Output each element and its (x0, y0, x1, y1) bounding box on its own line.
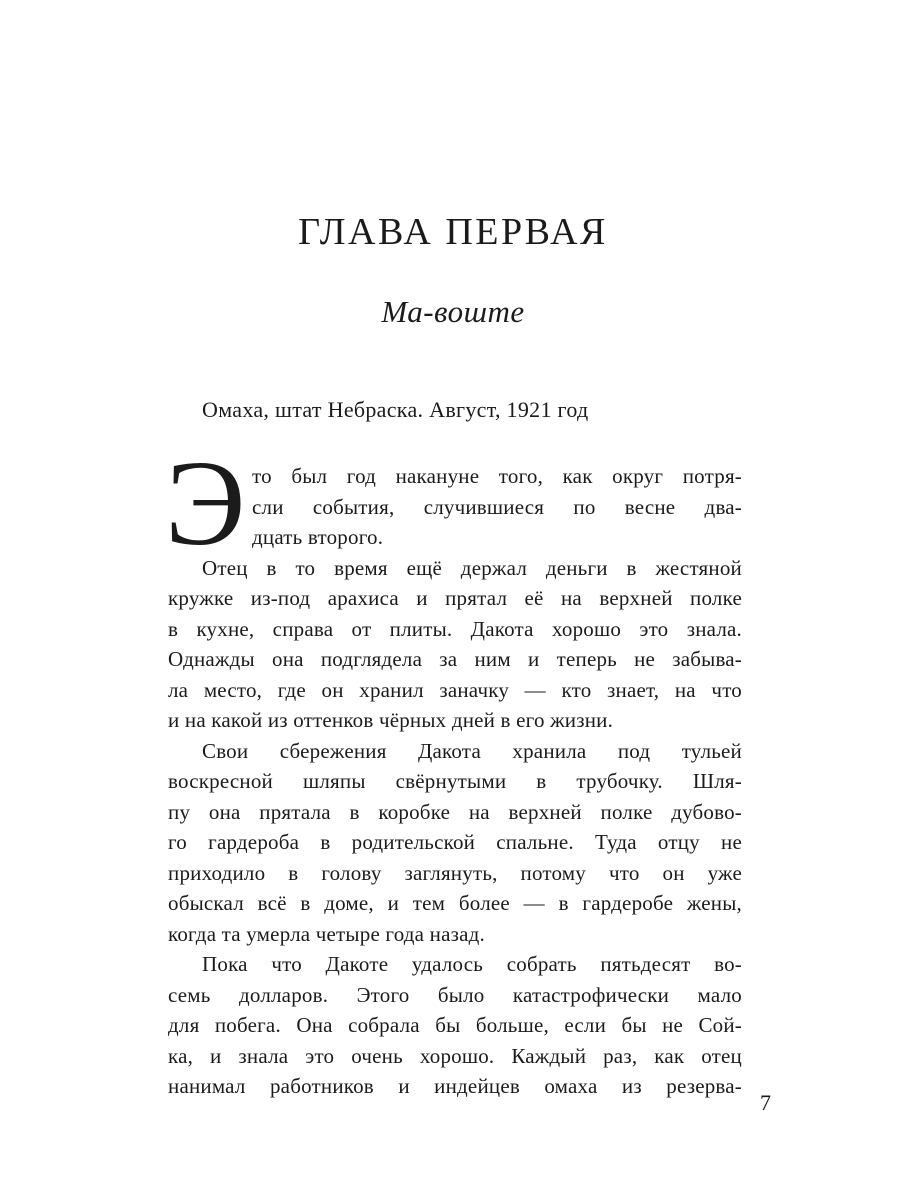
dateline: Омаха, штат Небраска. Август, 1921 год (202, 397, 589, 422)
text-line: Свои сбережения Дакота хранила под тульей (202, 738, 742, 763)
chapter-title: ГЛАВА ПЕРВАЯ (298, 211, 608, 253)
drop-cap: Э (165, 436, 246, 571)
text-line: когда та умерла четыре года назад. (168, 921, 485, 946)
text-line: то был год накануне того, как округ потря- (252, 464, 742, 488)
text-line: нанимал работников и индейцев омаха из резерва- (168, 1074, 742, 1098)
body-text (165, 436, 742, 1102)
text-line: и на какой из оттенков чёрных дней в его жизни. (168, 708, 614, 732)
page-number: 7 (760, 1090, 771, 1115)
paragraph (168, 949, 742, 1102)
text-line: приходило в голову заглянуть, потому что он уже (168, 860, 742, 885)
text-line: семь долларов. Этого было катастрофически мало (168, 982, 742, 1007)
chapter-subtitle: Ма-воште (381, 294, 525, 329)
text-line: для побега. Она собрала бы больше, если бы не Сой- (168, 1013, 742, 1037)
text-line: в кухне, справа от плиты. Дакота хорошо это знала. (168, 616, 742, 641)
text-line: воскресной шляпы свёрнутыми в трубочку. Шля- (168, 769, 742, 793)
text-line: дцать второго. (252, 525, 384, 549)
text-line: Пока что Дакоте удалось собрать пятьдесят во- (202, 952, 742, 976)
text-line: сли события, случившиеся по весне два- (252, 494, 742, 519)
text-line: обыскал всё в доме, и тем более — в гардеробе жены, (168, 891, 742, 915)
text-line: ка, и знала это очень хорошо. Каждый раз, как отец (168, 1043, 742, 1068)
paragraph (168, 553, 742, 736)
text-line: го гардероба в родительской спальне. Туда отцу не (168, 830, 742, 854)
text-line: Однажды она подглядела за ним и теперь не забыва- (168, 647, 742, 671)
text-line: Отец в то время ещё держал деньги в жестяной (202, 555, 742, 580)
paragraph (168, 736, 742, 950)
text-line: ла место, где он хранил заначку — кто знает, на что (168, 677, 742, 702)
text-line: кружке из-под арахиса и прятал её на верхней полке (168, 586, 742, 610)
text-line: пу она прятала в коробке на верхней полке дубово- (168, 799, 742, 824)
